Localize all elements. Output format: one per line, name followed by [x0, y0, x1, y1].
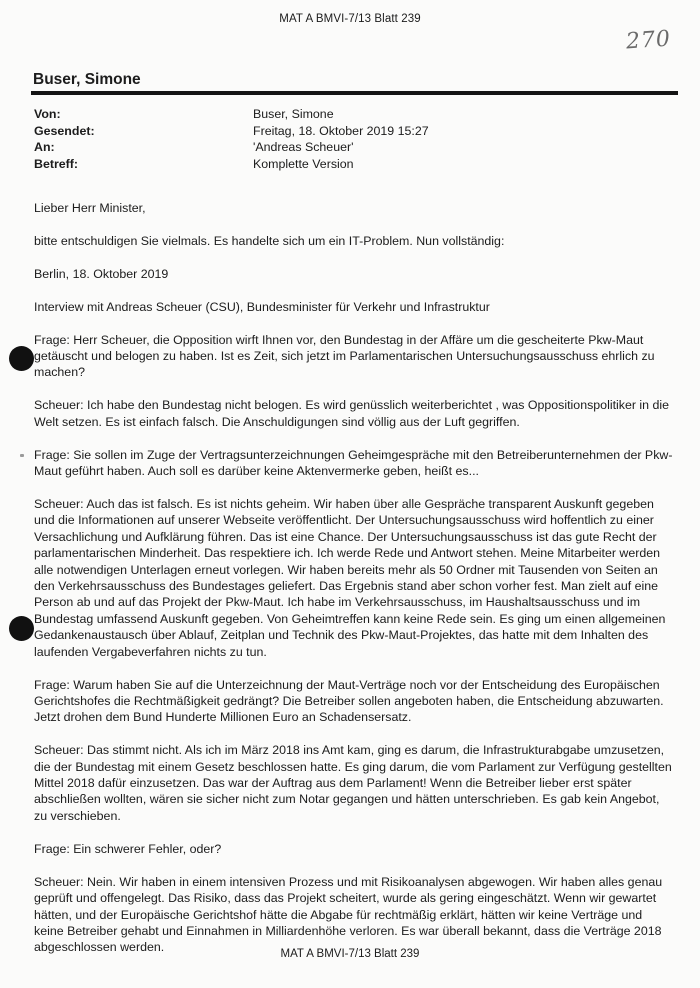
email-body — [34, 200, 674, 972]
sender-name-heading: Buser, Simone — [33, 71, 141, 88]
to-value: 'Andreas Scheuer' — [253, 140, 354, 154]
meta-row-sent — [34, 123, 664, 140]
question-3: Frage: Warum haben Sie auf die Unterzeichnung der Maut-Verträge noch vor der Entscheidung des Europäischen Gerichtshofes die Rechtmäßigkeit gedrängt? Die Betreiber sollen angeboten haben, die Entscheidung abzuwarten. Jetzt drohen dem Bund Hunderte Millionen Euro an Schadensersatz. — [34, 677, 664, 725]
answer-3: Scheuer: Das stimmt nicht. Als ich im März 2018 ins Amt kam, ging es darum, die Infrastrukturabgabe umzusetzen, die der Bundestag mit einem Gesetz beschlossen hatte. Es ging darum, die vom Parlament zur Verfügung gestellten Mittel 2018 dafür einzusetzen. Das war der Auftrag aus dem Parlament! Wenn die Betreiber lieber erst später abschließen wollten, wären sie sicher nicht zum Notar gegangen und hätten unterschrieben. Es gab kein Angebot, zu verschieben. — [34, 743, 672, 823]
subject-value: Komplette Version — [253, 156, 354, 171]
punch-hole-mark — [9, 616, 34, 641]
archive-stamp-bottom: MAT A BMVI-7/13 Blatt 239 — [280, 948, 420, 960]
subject-label: Betreff: — [34, 156, 79, 171]
header-divider — [31, 91, 678, 95]
salutation: Lieber Herr Minister, — [34, 201, 146, 215]
interview-title: Interview mit Andreas Scheuer (CSU), Bundesminister für Verkehr und Infrastruktur — [34, 299, 490, 314]
answer-2: Scheuer: Auch das ist falsch. Es ist nichts geheim. Wir haben über alle Gespräche transparent Auskunft gegeben und die Informationen auf unserer Webseite veröffentlicht. Der Untersuchungsausschuss wird hoffentlich zu einer Versachlichung und Aufklärung führen. Das ist eine Chance. Der Untersuchungsausschuss ist das gute Recht der parlamentarischen Minderheit. Das respektiere ich. Ich werde Rede und Antwort stehen. Meine Mitarbeiter werden alle notwendigen Unterlagen erneut vorlegen. Wir haben bereits mehr als 50 Ordner mit Tausenden von Seiten an den Verkehrsausschuss des Bundestages geliefert. Das Ergebnis stand aber schon vorher fest. Man zielt auf eine Person ab und auf das Projekt der Pkw-Maut. Ich habe im Verkehrsausschuss, im Haushaltsausschuss und im Bundestag umfassend Auskunft gegeben. Von Geheimtreffen kann keine Rede sein. Es ging um einen allgemeinen Gedankenaustausch über Ablauf, Zeitplan und Technik des Pkw-Maut-Projektes, das hatte mit dem Inhalten des laufenden Vergabeverfahren nichts zu tun. — [34, 496, 666, 659]
answer-1: Scheuer: Ich habe den Bundestag nicht belogen. Es wird genüsslich weiterberichtet , was Oppositionspolitiker in die Welt setzen. Es ist einfach falsch. Die Anschuldigungen sind völlig aus der Luft gegriffen. — [34, 398, 670, 429]
email-metadata — [34, 106, 664, 172]
scan-speck — [20, 454, 24, 457]
question-2: Frage: Sie sollen im Zuge der Vertragsunterzeichnungen Geheimgespräche mit den Betreiberunternehmen der Pkw-Maut geführt haben. Auch soll es darüber keine Aktenvermerke geben, heißt es... — [34, 447, 673, 479]
apology-line: bitte entschuldigen Sie vielmals. Es handelte sich um ein IT-Problem. Nun vollständig: — [34, 233, 505, 248]
meta-row-from — [34, 106, 664, 123]
handwritten-page-number: 270 — [625, 26, 672, 55]
punch-hole-mark — [9, 346, 34, 371]
dateline: Berlin, 18. Oktober 2019 — [34, 266, 169, 281]
to-label: An: — [34, 140, 55, 154]
sent-label: Gesendet: — [34, 123, 95, 138]
question-4: Frage: Ein schwerer Fehler, oder? — [34, 841, 222, 856]
question-1: Frage: Herr Scheuer, die Opposition wirft Ihnen vor, den Bundestag in der Affäre um die gescheiterte Pkw-Maut getäuscht und belogen zu haben. Ist es Zeit, sich jetzt im Parlamentarischen Untersuchungsausschuss ehrlich zu machen? — [34, 332, 655, 380]
meta-row-subject — [34, 156, 664, 173]
sent-value: Freitag, 18. Oktober 2019 15:27 — [253, 123, 429, 138]
from-label: Von: — [34, 107, 61, 121]
archive-stamp-top: MAT A BMVI-7/13 Blatt 239 — [279, 13, 421, 25]
from-value: Buser, Simone — [253, 107, 334, 121]
meta-row-to — [34, 139, 664, 156]
answer-4: Scheuer: Nein. Wir haben in einem intensiven Prozess und mit Risikoanalysen abgewogen. Wir haben alles genau geprüft und offengelegt. Das Risiko, dass das Projekt scheitert, wurde als gering eingeschätzt. Wenn wir gewartet hätten, und der Europäische Gerichtshof hätte die Abgabe für rechtmäßig erklärt, hätten wir keine Verträge und keine Betreiber gehabt und Einnahmen in Milliardenhöhe verloren. Es war überall bekannt, dass die Verträge 2018 abgeschlossen werden. — [34, 874, 663, 955]
